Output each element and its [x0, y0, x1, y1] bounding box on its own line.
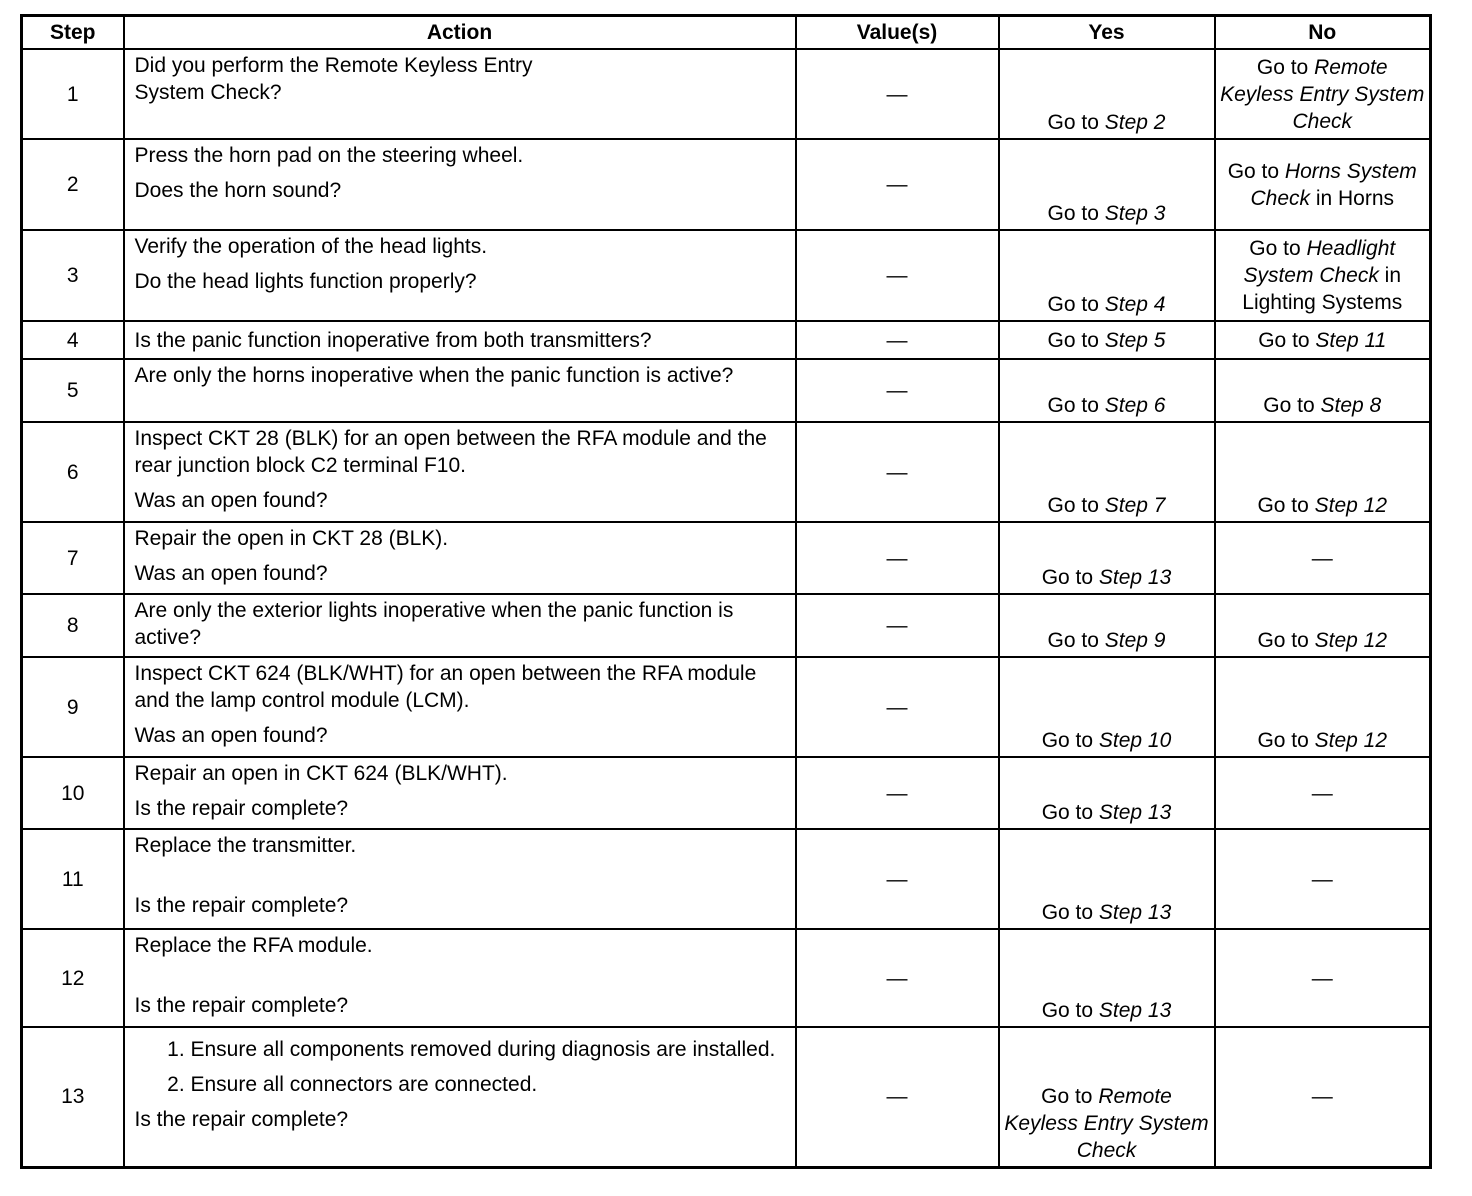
- step-number: 11: [22, 829, 124, 929]
- yes-prefix: Go to: [1041, 999, 1099, 1022]
- yes-prefix: Go to: [1047, 394, 1105, 417]
- header-values: Value(s): [796, 16, 999, 50]
- action-cell: [124, 1027, 796, 1167]
- yes-prefix: Go to: [1041, 729, 1099, 752]
- step-number: 1: [22, 49, 124, 139]
- yes-prefix: Go to: [1047, 293, 1105, 316]
- no-step-link[interactable]: Step 8: [1320, 394, 1382, 417]
- no-step-link[interactable]: Headlight System Check: [1243, 237, 1396, 287]
- step-number: 3: [22, 230, 124, 321]
- yes-step-link[interactable]: Step 4: [1104, 293, 1166, 316]
- diagnostic-table-wrapper: [20, 14, 1432, 1169]
- no-cell: [1215, 139, 1431, 230]
- action-cell: [124, 359, 796, 422]
- step-number: 6: [22, 422, 124, 522]
- action-cell: [124, 929, 796, 1027]
- value-cell: —: [796, 321, 999, 359]
- action-text: Is the repair complete?: [134, 994, 349, 1017]
- table-row: [22, 1027, 1431, 1167]
- yes-prefix: Go to: [1041, 1084, 1099, 1108]
- action-text: Are only the exterior lights inoperative when the panic function is active?: [134, 599, 734, 649]
- yes-step-link[interactable]: Step 13: [1098, 566, 1172, 589]
- action-cell: [124, 139, 796, 230]
- table-row: [22, 49, 1431, 139]
- yes-cell: [999, 139, 1215, 230]
- yes-prefix: Go to: [1041, 801, 1099, 824]
- action-cell: [124, 829, 796, 929]
- value-cell: —: [796, 139, 999, 230]
- table-row: [22, 829, 1431, 929]
- yes-prefix: Go to: [1047, 629, 1105, 652]
- no-prefix: Go to: [1227, 159, 1285, 183]
- header-row: [22, 16, 1431, 50]
- no-prefix: Go to: [1263, 394, 1321, 417]
- action-cell: [124, 594, 796, 657]
- action-cell: [124, 422, 796, 522]
- value-cell: —: [796, 657, 999, 757]
- yes-cell: [999, 321, 1215, 359]
- yes-step-link[interactable]: Step 9: [1104, 629, 1166, 652]
- action-text: Verify the operation of the head lights.: [134, 235, 488, 258]
- table-row: [22, 422, 1431, 522]
- step-number: 5: [22, 359, 124, 422]
- action-cell: [124, 321, 796, 359]
- yes-cell: [999, 657, 1215, 757]
- no-cell: [1215, 49, 1431, 139]
- value-cell: —: [796, 1027, 999, 1167]
- value-cell: —: [796, 757, 999, 829]
- table-row: [22, 522, 1431, 594]
- yes-cell: [999, 1027, 1215, 1167]
- value-cell: —: [796, 359, 999, 422]
- yes-cell: [999, 757, 1215, 829]
- table-row: [22, 594, 1431, 657]
- step-number: 13: [22, 1027, 124, 1167]
- yes-prefix: Go to: [1041, 901, 1099, 924]
- no-prefix: Go to: [1257, 629, 1315, 652]
- action-text: Is the panic function inoperative from both transmitters?: [134, 328, 652, 352]
- no-prefix: Go to: [1257, 729, 1315, 752]
- step-number: 9: [22, 657, 124, 757]
- value-cell: —: [796, 522, 999, 594]
- action-cell: [124, 230, 796, 321]
- table-row: [22, 929, 1431, 1027]
- yes-cell: [999, 522, 1215, 594]
- action-text: Inspect CKT 28 (BLK) for an open between the RFA module and the rear junction block C2 terminal F10.: [134, 427, 767, 477]
- step-number: 2: [22, 139, 124, 230]
- action-cell: [124, 657, 796, 757]
- step-number: 4: [22, 321, 124, 359]
- no-cell: —: [1215, 522, 1431, 594]
- yes-step-link[interactable]: Step 13: [1098, 801, 1172, 824]
- action-text: Inspect CKT 624 (BLK/WHT) for an open between the RFA module and the lamp control module (LCM).: [134, 662, 757, 712]
- table-row: [22, 359, 1431, 422]
- yes-prefix: Go to: [1041, 566, 1099, 589]
- no-cell: —: [1215, 1027, 1431, 1167]
- action-text: Replace the transmitter.: [134, 834, 357, 857]
- no-cell: [1215, 594, 1431, 657]
- action-text: Was an open found?: [134, 562, 328, 585]
- no-cell: —: [1215, 829, 1431, 929]
- table-row: [22, 139, 1431, 230]
- table-row: [22, 230, 1431, 321]
- action-text: Replace the RFA module.: [134, 934, 373, 957]
- no-cell: —: [1215, 929, 1431, 1027]
- action-list-item: 1. Ensure all components removed during diagnosis are installed.: [191, 1036, 785, 1063]
- yes-prefix: Go to: [1047, 111, 1105, 134]
- no-cell: [1215, 321, 1431, 359]
- step-number: 7: [22, 522, 124, 594]
- header-step: Step: [22, 16, 124, 50]
- value-cell: —: [796, 594, 999, 657]
- action-text: Was an open found?: [134, 724, 328, 747]
- yes-cell: [999, 829, 1215, 929]
- value-cell: —: [796, 230, 999, 321]
- yes-cell: [999, 594, 1215, 657]
- no-step-link[interactable]: Step 12: [1314, 729, 1388, 752]
- no-cell: [1215, 657, 1431, 757]
- value-cell: —: [796, 49, 999, 139]
- no-prefix: Go to: [1257, 494, 1315, 517]
- action-cell: [124, 757, 796, 829]
- header-no: No: [1215, 16, 1431, 50]
- table-row: [22, 757, 1431, 829]
- no-cell: [1215, 230, 1431, 321]
- action-text: Repair the open in CKT 28 (BLK).: [134, 527, 449, 550]
- step-number: 8: [22, 594, 124, 657]
- yes-step-link[interactable]: Step 5: [1104, 328, 1166, 352]
- no-cell: —: [1215, 757, 1431, 829]
- action-text: Is the repair complete?: [134, 1108, 349, 1131]
- no-cell: [1215, 359, 1431, 422]
- action-cell: [124, 522, 796, 594]
- action-cell: [124, 49, 796, 139]
- action-text: Do the head lights function properly?: [134, 270, 477, 293]
- yes-prefix: Go to: [1047, 202, 1105, 225]
- header-action: Action: [124, 16, 796, 50]
- action-text: System Check?: [134, 81, 282, 104]
- yes-cell: [999, 49, 1215, 139]
- no-prefix: Go to: [1249, 237, 1307, 260]
- no-step-link[interactable]: Step 12: [1314, 494, 1388, 517]
- yes-step-link[interactable]: Step 10: [1098, 729, 1172, 752]
- no-step-link[interactable]: Step 12: [1314, 629, 1388, 652]
- value-cell: —: [796, 829, 999, 929]
- action-text: Are only the horns inoperative when the panic function is active?: [134, 364, 734, 387]
- no-suffix: in Horns: [1310, 186, 1395, 210]
- yes-step-link[interactable]: Step 3: [1104, 202, 1166, 225]
- action-text: Press the horn pad on the steering wheel.: [134, 144, 524, 167]
- step-number: 12: [22, 929, 124, 1027]
- no-suffix: in Lighting Systems: [1242, 264, 1403, 314]
- no-step-link[interactable]: Remote Keyless Entry System Check: [1220, 55, 1425, 133]
- yes-prefix: Go to: [1047, 328, 1105, 352]
- action-text: Did you perform the Remote Keyless Entry: [134, 54, 533, 77]
- action-list-item: 2. Ensure all connectors are connected.: [191, 1071, 785, 1098]
- no-cell: [1215, 422, 1431, 522]
- yes-cell: [999, 359, 1215, 422]
- yes-step-link[interactable]: Step 7: [1104, 494, 1166, 517]
- yes-step-link[interactable]: Step 13: [1098, 999, 1172, 1022]
- value-cell: —: [796, 929, 999, 1027]
- no-step-link[interactable]: Step 11: [1315, 328, 1387, 352]
- step-number: 10: [22, 757, 124, 829]
- header-yes: Yes: [999, 16, 1215, 50]
- yes-step-link[interactable]: Step 2: [1104, 111, 1166, 134]
- yes-step-link[interactable]: Step 6: [1104, 394, 1166, 417]
- action-list: [135, 1036, 785, 1098]
- yes-step-link[interactable]: Remote Keyless Entry System Check: [1004, 1084, 1209, 1162]
- yes-prefix: Go to: [1047, 494, 1105, 517]
- action-text: Repair an open in CKT 624 (BLK/WHT).: [134, 762, 508, 785]
- diagnostic-table: [20, 14, 1432, 1169]
- yes-step-link[interactable]: Step 13: [1098, 901, 1172, 924]
- no-prefix: Go to: [1256, 55, 1315, 79]
- value-cell: —: [796, 422, 999, 522]
- action-text: Is the repair complete?: [134, 797, 349, 820]
- no-step-link[interactable]: Horns System Check: [1250, 159, 1417, 210]
- action-text: Does the horn sound?: [134, 179, 342, 202]
- yes-cell: [999, 422, 1215, 522]
- yes-cell: [999, 929, 1215, 1027]
- action-text: Was an open found?: [134, 489, 328, 512]
- no-prefix: Go to: [1258, 328, 1316, 352]
- table-row: [22, 657, 1431, 757]
- table-row: [22, 321, 1431, 359]
- yes-cell: [999, 230, 1215, 321]
- action-text: Is the repair complete?: [134, 894, 349, 917]
